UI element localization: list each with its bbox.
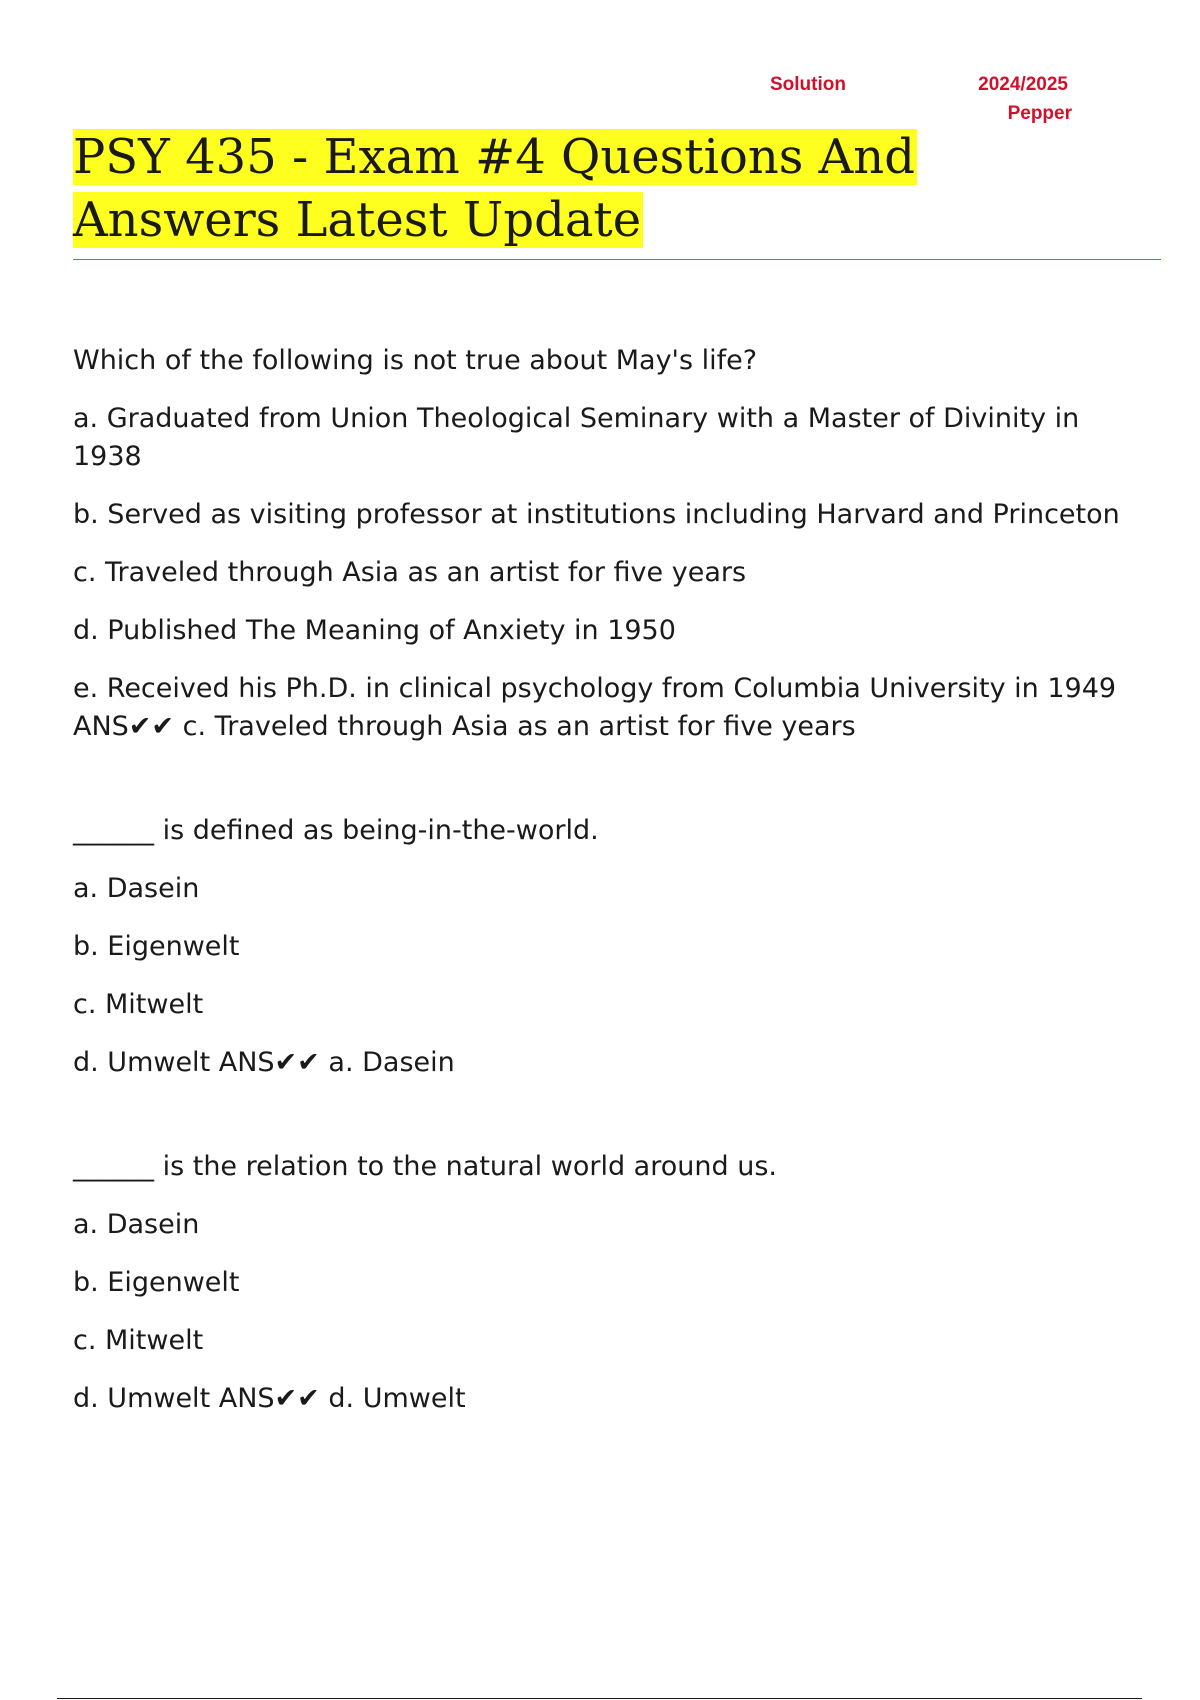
option-d: d. Umwelt <box>73 1383 211 1414</box>
option-e-with-answer <box>73 670 1153 746</box>
question-1 <box>73 342 1153 746</box>
answer-text: a. Dasein <box>328 1047 455 1078</box>
author-label: Pepper <box>1007 103 1072 124</box>
question-list <box>73 342 1153 1418</box>
footer-divider <box>57 1698 1142 1699</box>
year-label: 2024/2025 <box>978 74 1068 95</box>
answer-text: d. Umwelt <box>328 1383 466 1414</box>
answer-marker: ANS✔✔ <box>218 1383 320 1414</box>
option-c: c. Traveled through Asia as an artist for five years <box>73 557 747 588</box>
option-b: b. Eigenwelt <box>73 1267 240 1298</box>
answer-marker: ANS✔✔ <box>218 1047 320 1078</box>
option-b: b. Eigenwelt <box>73 931 240 962</box>
option-b: b. Served as visiting professor at institutions including Harvard and Princeton <box>73 499 1120 530</box>
option-d: d. Published The Meaning of Anxiety in 1950 <box>73 615 676 646</box>
question-prompt: ______ is defined as being-in-the-world. <box>73 815 599 846</box>
option-c: c. Mitwelt <box>73 989 204 1020</box>
document-meta <box>770 70 1070 130</box>
option-a: a. Dasein <box>73 873 200 904</box>
option-e: e. Received his Ph.D. in clinical psychology from Columbia University in 1949 <box>73 673 1117 704</box>
option-c: c. Mitwelt <box>73 1325 204 1356</box>
question-3 <box>73 1148 1153 1418</box>
option-d-with-answer <box>73 1044 1153 1082</box>
option-a: a. Dasein <box>73 1209 200 1240</box>
option-d: d. Umwelt <box>73 1047 211 1078</box>
question-prompt: ______ is the relation to the natural world around us. <box>73 1151 777 1182</box>
question-2 <box>73 812 1153 1082</box>
question-prompt: Which of the following is not true about May's life? <box>73 345 758 376</box>
answer-marker: ANS✔✔ <box>73 711 175 742</box>
title-divider <box>73 259 1161 260</box>
document-title <box>73 126 1133 252</box>
option-d-with-answer <box>73 1380 1153 1418</box>
solution-label: Solution <box>770 74 846 95</box>
title-highlight: PSY 435 - Exam #4 Questions And Answers Latest Update <box>73 129 915 248</box>
option-a: a. Graduated from Union Theological Seminary with a Master of Divinity in 1938 <box>73 403 1080 472</box>
answer-text: c. Traveled through Asia as an artist for five years <box>182 711 856 742</box>
